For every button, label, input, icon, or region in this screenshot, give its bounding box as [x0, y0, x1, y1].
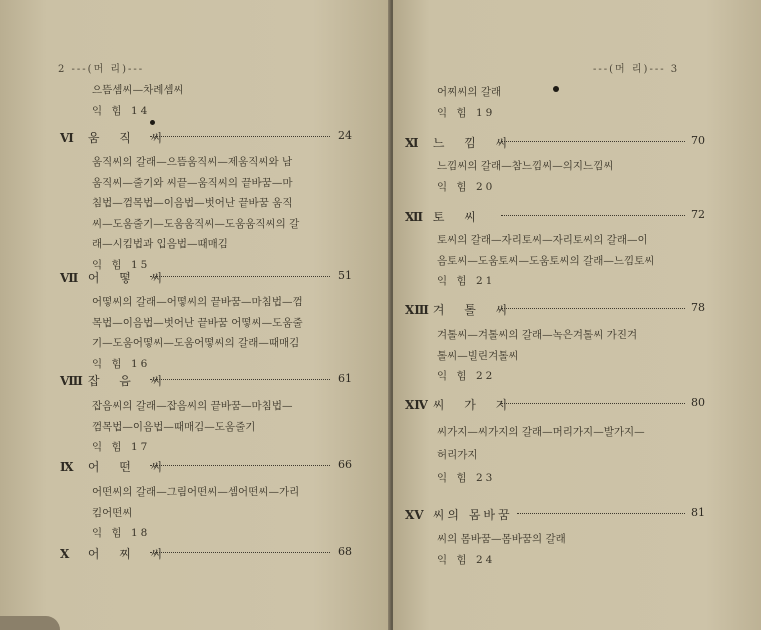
section-contents: [437, 156, 613, 197]
section-number: Ⅹ: [60, 547, 70, 561]
section-title: 느 낌 씨: [432, 136, 516, 150]
leader-dots: [150, 465, 330, 466]
section-contents: [92, 396, 292, 458]
section-title: 움 직 씨: [87, 131, 171, 145]
section-title: 씨 가 지: [432, 398, 516, 412]
contents-line: 래—시킴법과 입음법—때매김: [92, 238, 228, 250]
page-number: 70: [691, 134, 705, 147]
page-number: 80: [691, 396, 705, 409]
section-number: Ⅶ: [60, 271, 79, 285]
left-intro: [92, 80, 184, 121]
contents-line: 톨씨—빌린겨톨씨: [437, 349, 519, 362]
contents-line: 침법—껌목법—이음법—벗어난 끝바꿈 움직: [92, 197, 293, 209]
page-number: 66: [338, 458, 352, 471]
section-title: 어 떻 씨: [87, 271, 171, 285]
contents-line: 허리가지: [437, 449, 478, 461]
page-number: 24: [338, 129, 352, 142]
exercise-label: 익 힘 21: [437, 275, 496, 287]
section-title: 잡 음 씨: [87, 374, 171, 388]
section-title: 어 떤 씨: [87, 460, 171, 474]
toc-entry: [405, 208, 705, 225]
toc-entry: [60, 458, 352, 475]
toc-entry: [60, 129, 352, 146]
exercise-label: 익 힘 17: [92, 441, 151, 453]
exercise-label: 익 힘 15: [92, 258, 151, 271]
leader-dots: [150, 552, 330, 553]
page-number: 78: [691, 301, 705, 314]
section-number: Ⅻ: [405, 210, 424, 224]
section-contents: [92, 482, 299, 544]
leader-dots: [150, 136, 330, 137]
section-number: XⅣ: [405, 398, 428, 412]
page-number: 61: [338, 372, 352, 385]
contents-line: 어떤씨의 갈래—그림어떤씨—셈어떤씨—가리: [92, 486, 300, 498]
contents-line: 움직씨의 갈래—으뜸움직씨—제움직씨와 남: [92, 156, 293, 168]
contents-line: 껌목법—이음법—때매김—도움줄기: [92, 420, 256, 433]
exercise-label: 익 힘 14: [92, 104, 151, 117]
section-contents: [437, 421, 645, 490]
exercise-label: 익 힘 19: [437, 106, 496, 119]
section-contents: [92, 292, 303, 374]
section-contents: [437, 230, 654, 292]
section-title: 토 씨: [432, 210, 484, 224]
contents-line: 겨톨씨—겨톨씨의 갈래—녹은겨톨씨 가진겨: [437, 329, 638, 341]
left-running-header: 2 ---(머 리)---: [58, 64, 145, 75]
toc-entry: [405, 301, 705, 318]
contents-line: 토씨의 갈래—자리토씨—자리토씨의 갈래—이: [437, 234, 648, 246]
page-number: 81: [691, 506, 705, 519]
page-number: 51: [338, 269, 352, 282]
section-contents: [437, 325, 637, 387]
leader-dots: [517, 513, 685, 514]
contents-line: 잡음씨의 갈래—잡음씨의 끝바꿈—마침법—: [92, 400, 293, 412]
page-number: 72: [691, 208, 705, 221]
leader-dots: [150, 276, 330, 277]
contents-line: 씨가지—씨가지의 갈래—머리가지—발가지—: [437, 426, 645, 438]
contents-line: 씨—도움줄기—도움움직씨—도움움직씨의 갈: [92, 217, 300, 230]
section-number: Ⅸ: [60, 460, 74, 474]
exercise-label: 익 힘 22: [437, 370, 496, 382]
right-intro: [437, 82, 501, 123]
exercise-label: 익 힘 23: [437, 472, 496, 484]
leader-dots: [150, 379, 330, 380]
exercise-label: 익 힘 24: [437, 553, 496, 566]
contents-line: 느낌씨의 갈래—참느낌씨—의지느낌씨: [437, 160, 614, 172]
contents-line: 움직씨—줄기와 씨끝—움직씨의 끝바꿈—마: [92, 176, 293, 189]
worn-edge: [0, 616, 60, 630]
toc-entry: [60, 269, 352, 286]
exercise-label: 익 힘 20: [437, 180, 496, 193]
toc-entry: [405, 396, 705, 413]
right-running-header: ---(머 리)--- 3: [593, 64, 680, 75]
contents-line: 씨의 몸바꿈—몸바꿈의 갈래: [437, 533, 566, 545]
ink-spot: [150, 120, 155, 125]
section-title: 씨의 몸바꿈: [432, 508, 513, 522]
section-number: XⅢ: [405, 303, 429, 317]
right-page: [393, 0, 761, 630]
contents-line: 기—도움어떻씨—도움어떻씨의 갈래—때매김: [92, 337, 300, 349]
section-number: XⅤ: [405, 508, 424, 522]
ink-spot: [553, 86, 559, 92]
contents-line: 어떻씨의 갈래—어떻씨의 끝바꿈—마침법—껌: [92, 296, 303, 308]
exercise-label: 익 힘 16: [92, 357, 151, 370]
leader-dots: [501, 215, 685, 216]
section-title: 겨 톨 씨: [432, 303, 516, 317]
section-number: Ⅷ: [60, 374, 83, 388]
leader-dots: [501, 141, 685, 142]
contents-line: 킴어떤씨: [92, 506, 133, 519]
section-number: Ⅵ: [60, 131, 74, 145]
section-number: Ⅺ: [405, 136, 419, 150]
intro-line: 어찌씨의 갈래: [437, 86, 502, 98]
toc-entry: [60, 545, 352, 562]
toc-entry: [405, 506, 705, 523]
toc-entry: [60, 372, 352, 389]
section-contents: [92, 152, 299, 275]
intro-line: 으뜸셈씨—차례셈씨: [92, 84, 184, 96]
page-number: 68: [338, 545, 352, 558]
section-contents: [437, 529, 566, 570]
leader-dots: [501, 308, 685, 309]
contents-line: 목법—이음법—벗어난 끝바꿈 어떻씨—도움줄: [92, 316, 303, 329]
contents-line: 음토씨—도움토씨—도움토씨의 갈래—느낌토씨: [437, 254, 655, 267]
exercise-label: 익 힘 18: [92, 527, 151, 539]
toc-entry: [405, 134, 705, 151]
leader-dots: [501, 403, 685, 404]
section-title: 어 찌 씨: [87, 547, 171, 561]
